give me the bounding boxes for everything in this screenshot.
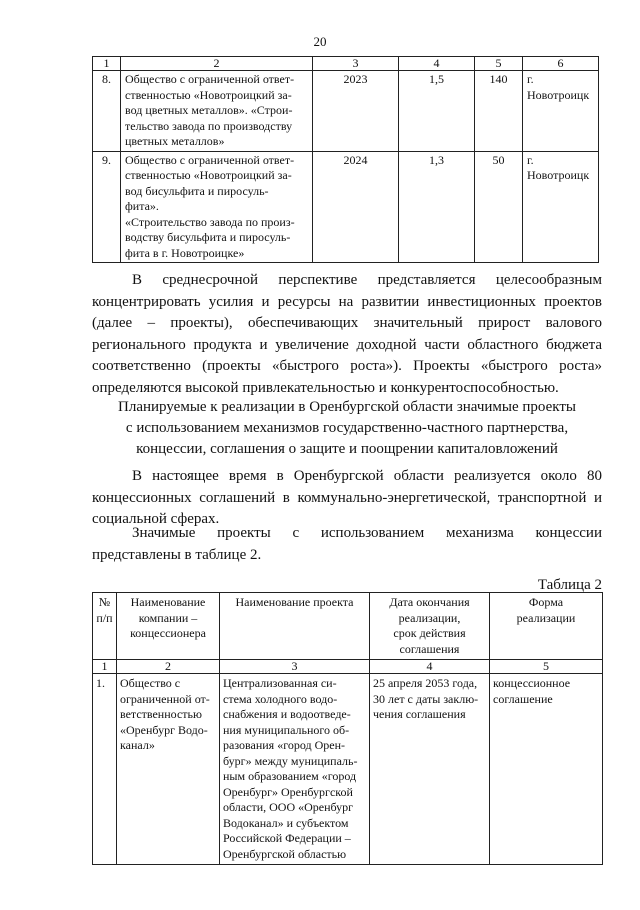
project-description (121, 151, 313, 263)
text-line: Оренбург» Оренбургской (223, 784, 353, 799)
table2-col-index: 3 (220, 660, 370, 674)
text-line: цветных металлов» (125, 134, 225, 148)
header-line: п/п (96, 610, 113, 625)
header-cell (220, 593, 370, 660)
text-line: снабжения и водоотведе- (223, 707, 351, 721)
header-line: соглашения (399, 641, 460, 656)
paragraph-fast-growth: В среднесрочной перспективе представляется целесообразным концентрировать усилия и ресурсы на развитии инвестиционных проектов (далее – проекты), обеспечивающих значительный прирост валового регионального продукта и увеличение доходной части областного бюджета соответственно (проекты «быстрого роста»). Проекты «быстрого роста» определяются высокой привлекательностью и конкурентоспособностью. (92, 272, 602, 396)
project-year: 2023 (313, 71, 399, 152)
header-line: срок действия (393, 626, 466, 640)
table-row (93, 151, 599, 263)
row-number: 9. (93, 151, 121, 263)
row-number: 1. (93, 674, 117, 865)
text-line: ограниченной от- (120, 691, 210, 706)
text-line: «Строительство завода по произ- (125, 214, 295, 229)
project-description (121, 71, 313, 152)
table1-col-index: 3 (313, 57, 399, 71)
text-line: стема холодного водо- (223, 691, 338, 706)
header-line: концессионера (130, 626, 206, 640)
text-line: Общество с (120, 676, 181, 690)
text-line: Общество с ограниченной ответ- (125, 152, 295, 167)
section-heading (92, 397, 602, 460)
page-number: 20 (313, 34, 327, 49)
table1-col-index: 4 (399, 57, 475, 71)
text-line: вод бисульфита и пиросуль- (125, 183, 269, 198)
table2-col-index: 5 (490, 660, 603, 674)
table2-col-index: 1 (93, 660, 117, 674)
paragraph-concessions: В настоящее время в Оренбургской области реализуется около 80 концессионных соглашений в коммунально-энергетической, транспортной и социальной сферах. (92, 468, 602, 527)
project-city: г. Новотроицк (523, 151, 599, 263)
text-line: ния муниципального об- (223, 722, 350, 737)
project-name (220, 674, 370, 865)
table2-col-index: 4 (370, 660, 490, 674)
header-line: Дата окончания (389, 595, 470, 609)
header-line: № (98, 595, 111, 609)
implementation-form (490, 674, 603, 865)
heading-line: концессии, соглашения о защите и поощрении капиталовложений (136, 441, 558, 457)
table1-column-index-row (93, 57, 599, 71)
text-line: ственностью «Новотроицкий за- (125, 87, 292, 102)
header-cell (370, 593, 490, 660)
project-value: 50 (475, 151, 523, 263)
header-cell (93, 593, 117, 660)
table2-caption: Таблица 2 (537, 577, 602, 593)
project-value: 140 (475, 71, 523, 152)
text-line: ным образованием «город (223, 769, 357, 783)
text-line: Российской Федерации – (223, 831, 351, 845)
text-line: канал» (120, 738, 155, 752)
paragraph-table-ref: Значимые проекты с использованием механизма концессии представлены в таблице 2. (92, 525, 602, 563)
text-line: соглашение (493, 691, 553, 706)
table2-header-row (93, 593, 603, 660)
table1-col-index: 1 (93, 57, 121, 71)
heading-line: Планируемые к реализации в Оренбургской области значимые проекты (118, 399, 576, 415)
table1-col-index: 2 (121, 57, 313, 71)
header-line: Форма (528, 595, 564, 609)
header-cell (490, 593, 603, 660)
row-number: 8. (93, 71, 121, 152)
table2-col-index: 2 (117, 660, 220, 674)
text-line: водству бисульфита и пиросуль- (125, 230, 291, 244)
text-line: тельство завода по производству (125, 118, 293, 133)
text-line: области, ООО «Оренбург (223, 800, 354, 814)
table1-col-index: 6 (523, 57, 599, 71)
project-value: 1,5 (399, 71, 475, 152)
text-line: 30 лет с даты заклю- (373, 691, 479, 706)
text-line: фита». (125, 199, 159, 213)
table1-col-index: 5 (475, 57, 523, 71)
text-line: разования «город Орен- (223, 738, 345, 752)
table-row (93, 674, 603, 865)
projects-table-continued (92, 56, 599, 263)
table-row (93, 71, 599, 152)
header-line: Наименование (130, 595, 206, 609)
text-line: 25 апреля 2053 года, (373, 676, 478, 690)
header-line: реализации, (398, 610, 461, 625)
project-value: 1,3 (399, 151, 475, 263)
concession-projects-table (92, 592, 603, 865)
text-line: Оренбургской областью (223, 846, 347, 861)
text-line: ветственностью (120, 707, 202, 721)
header-line: Наименование проекта (235, 595, 354, 609)
text-line: «Оренбург Водо- (120, 722, 208, 737)
project-city: г. Новотроицк (523, 71, 599, 152)
header-line: реализации (516, 610, 576, 625)
text-line: ственностью «Новотроицкий за- (125, 168, 292, 182)
text-line: вод цветных металлов». «Строи- (125, 103, 293, 117)
project-year: 2024 (313, 151, 399, 263)
text-line: фита в г. Новотроицке» (125, 245, 245, 260)
header-cell (117, 593, 220, 660)
table2-column-index-row (93, 660, 603, 674)
text-line: Общество с ограниченной ответ- (125, 72, 295, 86)
header-line: компании – (138, 610, 198, 625)
company-name (117, 674, 220, 865)
text-line: бург» между муниципаль- (223, 753, 358, 768)
heading-line: с использованием механизмов государственно-частного партнерства, (125, 420, 569, 436)
text-line: чения соглашения (373, 707, 466, 721)
text-line: концессионное (493, 676, 571, 690)
text-line: Водоканал» и субъектом (223, 815, 349, 830)
agreement-term (370, 674, 490, 865)
text-line: Централизованная си- (223, 676, 337, 690)
